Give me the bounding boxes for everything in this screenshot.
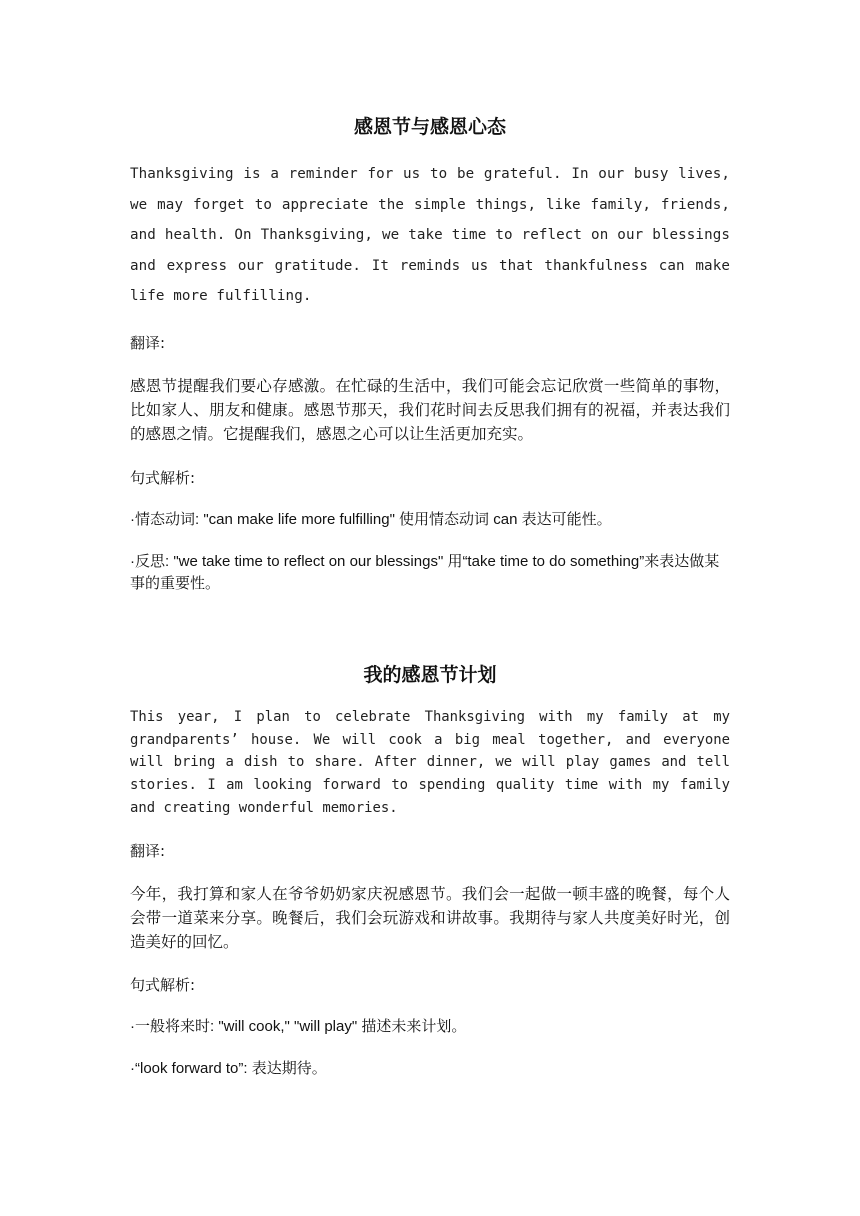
section-gratitude: [130, 114, 730, 595]
analysis-note: ·反思: "we take time to reflect on our blessings" 用“take time to do something”来表达做某事的重要性。: [130, 552, 720, 592]
analysis-note: ·情态动词: "can make life more fulfilling" 使用情态动词 can 表达可能性。: [130, 510, 612, 528]
analysis-label: 句式解析:: [130, 468, 196, 487]
analysis-note: ·一般将来时: "will cook," "will play" 描述未来计划。: [130, 1017, 467, 1035]
section-title: 感恩节与感恩心态: [353, 116, 506, 138]
translation-paragraph: 今年，我打算和家人在爷爷奶奶家庆祝感恩节。我们会一起做一顿丰盛的晚餐，每个人会带一道菜来分享。晚餐后，我们会玩游戏和讲故事。我期待与家人共度美好时光，创造美好的回忆。: [130, 884, 730, 951]
analysis-label: 句式解析:: [130, 975, 196, 994]
english-paragraph: Thanksgiving is a reminder for us to be grateful. In our busy lives, we may forget to appreciate the simple things, like family, friends, and health. On Thanksgiving, we take time to reflect on our blessings and express our gratitude. It reminds us that thankfulness can make life more fulfilling.: [130, 166, 730, 304]
section-plan: [130, 662, 730, 1080]
translation-label: 翻译:: [130, 841, 166, 860]
english-paragraph: This year, I plan to celebrate Thanksgiving with my family at my grandparents’ house. We will cook a big meal together, and everyone will bring a dish to share. After dinner, we will play games and tell stories. I am looking forward to spending quality time with my family and creating wonderful memories.: [130, 709, 730, 816]
section-title: 我的感恩节计划: [363, 664, 497, 686]
translation-paragraph: 感恩节提醒我们要心存感激。在忙碌的生活中，我们可能会忘记欣赏一些简单的事物，比如家人、朋友和健康。感恩节那天，我们花时间去反思我们拥有的祝福，并表达我们的感恩之情。它提醒我们，感恩之心可以让生活更加充实。: [130, 376, 730, 443]
translation-label: 翻译:: [130, 333, 166, 352]
analysis-note: ·“look forward to”: 表达期待。: [130, 1059, 327, 1077]
